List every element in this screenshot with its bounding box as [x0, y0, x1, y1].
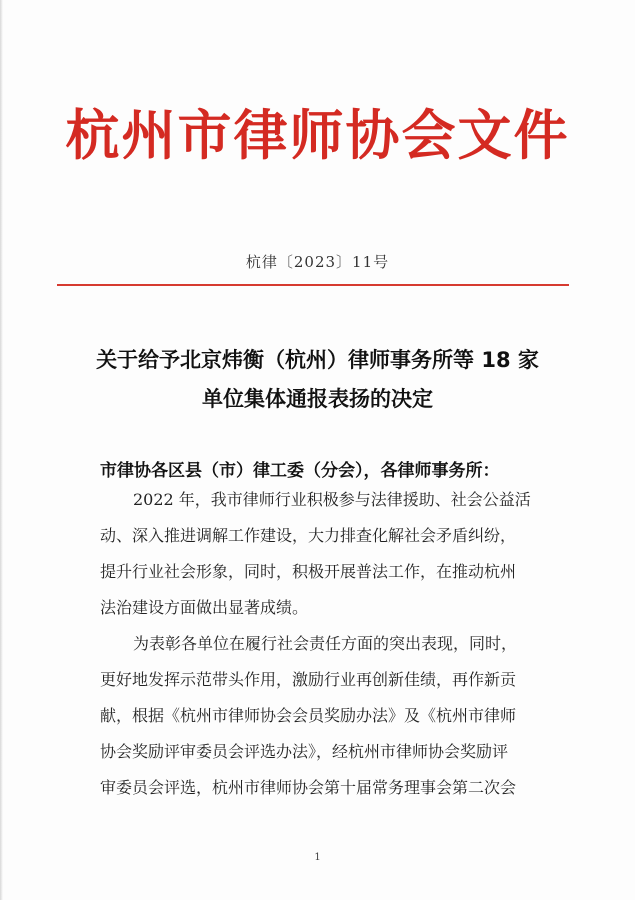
salutation: 市律协各区县（市）律工委（分会），各律师事务所：: [100, 461, 500, 481]
paragraph-1-line-4: 法治建设方面做出显著成绩。: [100, 598, 309, 617]
paragraph-2-line-4: 协会奖励评审委员会评选办法》，经杭州市律师协会奖励评: [100, 742, 509, 761]
paragraph-2-line-3: 献，根据《杭州市律师协会会员奖励办法》及《杭州市律师: [100, 706, 517, 725]
document-title-line-2: 单位集体通报表扬的决定: [202, 387, 433, 411]
paragraph-2-line-2: 更好地发挥示范带头作用，激励行业再创新佳绩，再作新贡: [100, 670, 517, 689]
document-number: 杭律〔2023〕11号: [245, 253, 390, 271]
paragraph-1-line-3: 提升行业社会形象，同时，积极开展普法工作，在推动杭州: [100, 562, 517, 581]
paragraph-2-line-1: 为表彰各单位在履行社会责任方面的突出表现，同时，: [133, 634, 518, 653]
document-title-line-1: 关于给予北京炜衡（杭州）律师事务所等 18 家: [96, 348, 539, 372]
red-header-title: 杭州市律师协会文件: [65, 103, 570, 167]
paragraph-1-line-2: 动、深入推进调解工作建设，大力排查化解社会矛盾纠纷，: [100, 526, 517, 545]
red-divider-line: [57, 284, 569, 286]
paragraph-1-line-1: 2022 年，我市律师行业积极参与法律援助、社会公益活: [133, 490, 531, 509]
page-number: 1: [314, 852, 321, 863]
paragraph-2-line-5: 审委员会评选，杭州市律师协会第十届常务理事会第二次会: [100, 778, 517, 797]
